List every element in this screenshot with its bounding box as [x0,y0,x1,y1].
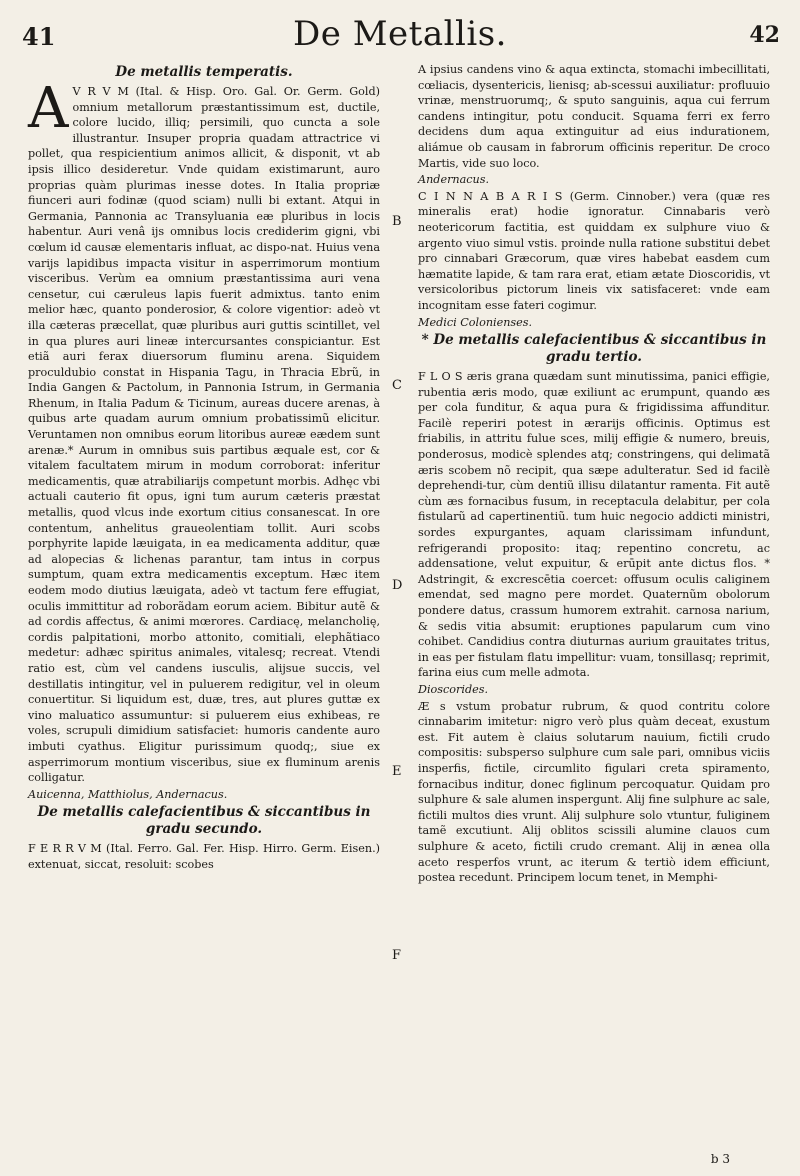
section-title-third-degree: * De metallis calefacientibus & siccantibus in gradu tertio. [421,332,767,366]
running-title: De Metallis. [293,14,507,54]
right-page-number: 42 [749,22,780,48]
ferrum-continued-paragraph: A ipsius candens vino & aqua extincta, stomachi imbecillitati, cœliacis, dysentericis, lienisq; ab-scessui auxiliatur: profluuio vrinæ, menstruorumq;, & sputo sanguinis, aqua cui ferrum candens intingitur, potu conducit. Squama ferri ex ferro decidens dum aqua extinguitur ad eius indurationem, aliámue ob causam in fabrorum officinis reperitur. De croco Martis, vide suo loco. [418,63,770,170]
margin-letter-f: F [392,948,402,963]
section-title-temperate: De metallis temperatis. [115,64,293,80]
margin-letter-d: D [392,578,403,593]
ferrum-authors: Andernacus. [418,173,490,187]
drop-capital: A [28,76,69,141]
right-column [418,62,770,887]
aurum-authors: Auicenna, Matthiolus, Andernacus. [28,787,228,801]
aurum-paragraph [28,76,380,786]
flos-aeris-authors: Dioscorides. [418,682,489,696]
cinnabaris-authors: Medici Colonienses. [418,315,533,329]
left-page-number: 41 [22,22,56,51]
left-column [28,62,380,874]
margin-letter-b: B [392,214,402,229]
signature-mark: b 3 [710,1152,730,1166]
aurum-text: V R V M (Ital. & Hisp. Oro. Gal. Or. Germ. Gold) omnium metallorum præstantissimum est, ductile, colore lucido, illiq; persimili, quo cuncta a sole illustrantur. Insuper propria quadam attractrice vi pollet, qua respicientium animos allicit, & disponit, vt ab ipsis illico desideretur. Vnde quidam existimarunt, auro proprias quàm plurimas inesse dotes. In Italia propriæ fiunceri auri fodinæ (quod sciam) nulli bi extant. Atqui in Germania, Pannonia ac Transyluania eæ pluribus in locis habentur. Auri venâ ijs omnibus locis crediderim gigni, vbi cœlum id causæ elementaris influat, ac dispo-nat. Huius vena varijs lapidibus impacta visitur in asperrimorum montium visceribus. Verùm ea omnium præstantissima auri vena censetur, cui cæruleus lapis fuerit admixtus. tanto enim melior hæc, quanto ponderosior, & colore vigentior: adeò vt illa cæteras præcellat, quæ pluribus auri guttis scintillet, vel in qua plures auri lineæ intercursantes conspiciantur. Est etiã auri ferax diuersorum fluminu arena. Siquidem proculdubio constat in Hispania Tagu, in Thracia Ebrũ, in India Gangen & Pactolum, in Pannonia Istrum, in Germania Rhenum, in Italia Padum & Ticinum, aureas ducere arenas, à quibus arte quadam aurum omnium probatissimũ elicitur. Veruntamen non omnibus eorum litoribus aureæ eædem sunt arenæ.* Aurum in omnibus suis partibus æquale est, cor & vitalem facultatem mirum in modum corroborat: inferitur medicamentis, quæ atrabiliarijs competunt morbis. Adhęc vbi actuali cauterio fit opus, igni tum aurum cæteris præstat metallis, quod vlcus inde exortum citius consanescat. In ore contentum, anhelitus graueolentiam tollit. Auri scobs porphyrite lapide læuigata, in ea medicamenta additur, quæ ad alopecias & lichenas parantur, tam intus in corpus sumptum, quam extra medicamentis exceptum. Hæc item eodem modo diutius læuigata, adeò vt tactum fere effugiat, oculis immittitur ad roborãdam eorum aciem. Bibitur autẽ & ad cordis affectus, & animi mœrores. Cardiacę, melancholię, cordis palpitationi, morbo attonito, comitiali, elephãtiaco medetur: adhæc spiritus animales, vitalesq; recreat. Vtendi ratio est, cùm vel candens iusculis, alijsue succis, vel destillatis intingitur, vel in puluerem redigitur, vel in oleum conuertitur. Si liquidum est, duæ, tres, aut plures guttæ ex vino maluatico assumuntur: si puluerem eius exhibeas, re voles, scrupuli dimidium satisfaciet: humoris candente auro imbuti cyathus. Eligitur purissimum quodq;, siue ex asperrimorum montium visceribus, siue ex fluminum arenis colligatur. [28,85,380,785]
ferrum-paragraph: F E R R V M (Ital. Ferro. Gal. Fer. Hisp. Hirro. Germ. Eisen.) extenuat, siccat, resoluit: scobes [28,842,380,871]
margin-letter-c: C [392,378,402,393]
cinnabaris-paragraph: C I N N A B A R I S (Germ. Cinnober.) vera (quæ res mineralis erat) hodie ignoratur. Cinnabaris verò neotericorum factitia, est quiddam ex sulphure viuo & argento viuo simul vstis. proinde nulla ratione substitui debet pro cinnabari Græcorum, quæ vires habebat easdem cum hæmatite lapide, & tam rara erat, etiam ætate Dioscoridis, vt versicoloribus pictorum lineis vix satisfaceret: vnde eam incognitam esse fateri cogimur. [418,189,770,312]
margin-letter-e: E [392,764,402,779]
flos-aeris-paragraph: F L O S æris grana quædam sunt minutissima, panici effigie, rubentia æris modo, quæ exiliunt ac erumpunt, quando æs per cola funditur, & aqua pura & frigidissima affunditur. Facilè reperiri potest in ærarijs officinis. Optimus est friabilis, in attritu fulue sces, milij effigie & numero, breuis, ponderosus, modicè splendes atq; constringens, qui delimatã æris scobem nõ recipit, qua sæpe adulteratur. Sed id facilè deprehendi-tur, cùm dentiũ illisu dilatantur ramenta. Fit autẽ cùm æs fornacibus fusum, in receptacula delabitur, per cola fistularũ ad capertinentiũ. tum huic negocio addicti ministri, sordes expurgantes, aquam clarissimam infundunt, refrigerandi proposito: itaq; repentino concretu, ac addensatione, velut expuitur, & erūpit ante dictus flos. * Adstringit, & excrescētia coercet: offusum oculis caliginem emendat, sed magno pere mordet. Quaternũm obolorum pondere datus, crassum humorem extrahit. carnosa narium, & sedis vitia absumit: eruptiones papularum cum vino cohibet. Candidius contra diuturnas aurium grauitates tritus, in eas per fistulam flatu impellitur: vuam, tonsillasq; reprimit, farina eius cum melle admota. [418,370,770,680]
aes-ustum-paragraph: Æ s vstum probatur rubrum, & quod contritu colore cinnabarim imitetur: nigro verò plus quàm deceat, exustum est. Fit autem è claius solutarum nauium, fictili crudo compositis: subsperso sulphure cum sale pari, omnibus viciis insperfis, fictile, circumlito figulari creta spiramento, fornacibus inditur, donec figlinum percoquatur. Quidam pro sulphure & sale alumen inspergunt. Alij fine sulphure ac sale, fictili multos dies vrunt. Alij sulphure solo vtuntur, fuliginem tamẽ excutiunt. Alij oblitos scissili alumine clauos cum sulphure & aceto, fictili crudo cremant. Alij in ænea olla aceto resperfos vrunt, ac iterum & tertiò idem efficiunt, postea recedunt. Principem locum tenet, in Memphi- [418,699,770,885]
page-header [0,14,800,58]
section-title-second-degree: De metallis calefacientibus & siccantibus in gradu secundo. [37,804,371,838]
